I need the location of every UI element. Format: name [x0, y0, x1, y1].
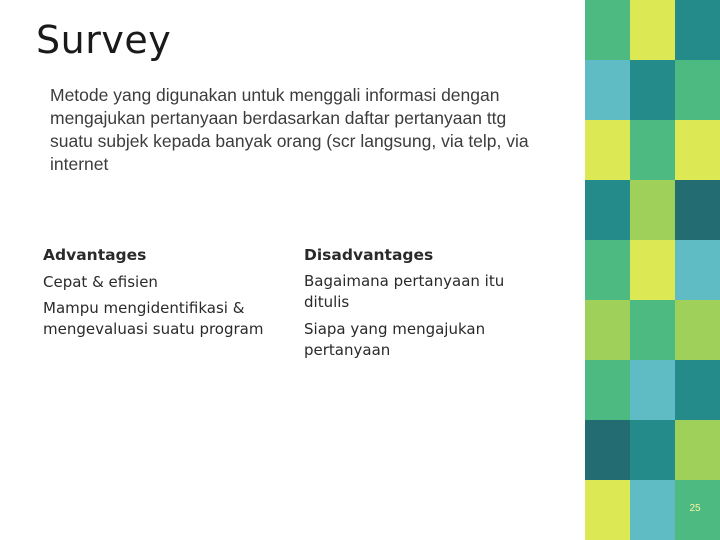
disadvantages-column	[304, 244, 544, 367]
disadvantage-item: Siapa yang mengajukan pertanyaan	[304, 320, 486, 359]
decorative-tile	[630, 180, 675, 240]
decorative-tile	[675, 240, 720, 300]
decorative-tile	[630, 0, 675, 60]
decorative-tile-grid	[585, 0, 720, 540]
decorative-tile	[675, 300, 720, 360]
decorative-tile	[630, 240, 675, 300]
decorative-tile	[675, 420, 720, 480]
decorative-tile	[585, 240, 630, 300]
page-number: 25	[689, 503, 701, 514]
decorative-tile	[585, 360, 630, 420]
decorative-tile	[675, 360, 720, 420]
decorative-tile	[675, 60, 720, 120]
advantages-heading: Advantages	[43, 246, 147, 264]
slide-title: Survey	[36, 18, 172, 62]
decorative-tile	[585, 480, 630, 540]
disadvantage-item: Bagaimana pertanyaan itu ditulis	[304, 272, 505, 311]
decorative-tile	[585, 0, 630, 60]
advantage-item: Cepat & efisien	[43, 273, 158, 291]
advantages-column	[43, 244, 283, 346]
decorative-tile	[675, 120, 720, 180]
intro-text: Metode yang digunakan untuk menggali informasi dengan mengajukan pertanyaan berdasarkan daftar pertanyaan ttg suatu subjek kepada banyak orang (scr langsung, via telp, via internet	[50, 85, 529, 174]
disadvantages-heading: Disadvantages	[304, 246, 434, 264]
decorative-tile	[630, 120, 675, 180]
decorative-tile	[585, 420, 630, 480]
decorative-tile	[630, 420, 675, 480]
decorative-tile	[675, 0, 720, 60]
decorative-tile	[585, 60, 630, 120]
decorative-tile	[585, 300, 630, 360]
decorative-tile	[630, 480, 675, 540]
decorative-tile	[630, 360, 675, 420]
decorative-tile	[675, 180, 720, 240]
advantage-item: Mampu mengidentifikasi & mengevaluasi suatu program	[43, 299, 264, 338]
decorative-tile	[630, 300, 675, 360]
decorative-tile	[585, 180, 630, 240]
decorative-tile	[585, 120, 630, 180]
decorative-tile	[630, 60, 675, 120]
